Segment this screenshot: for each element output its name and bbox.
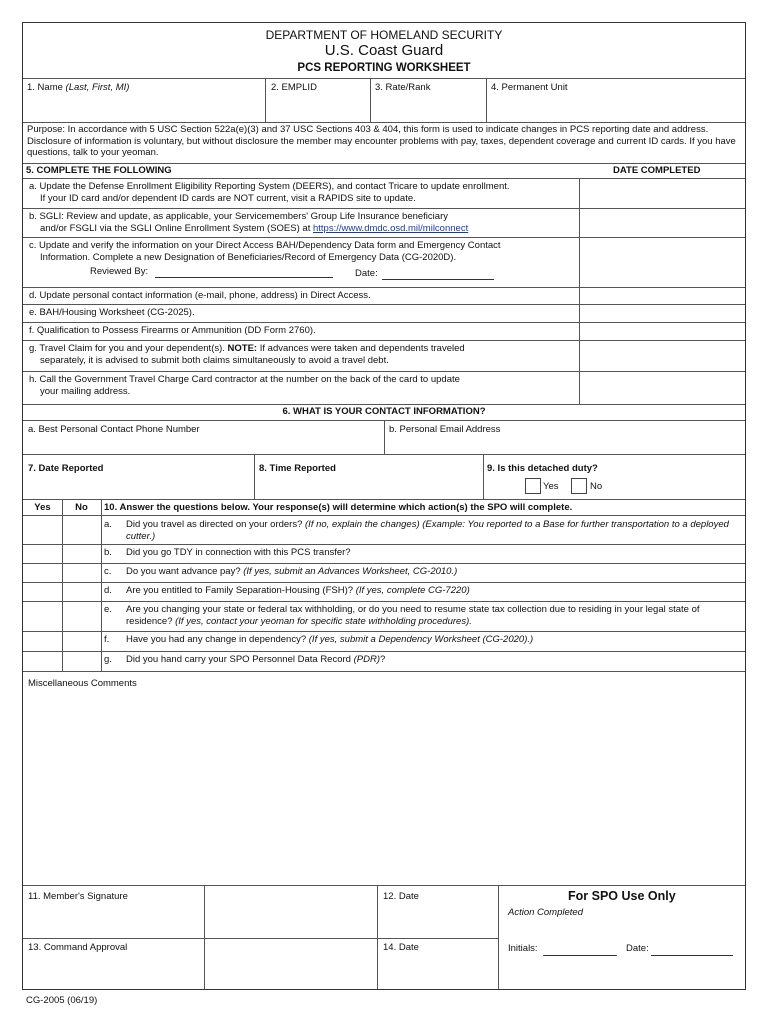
item-a [29,181,575,205]
reviewed-date-line[interactable] [382,279,494,280]
question-no-cell[interactable] [62,582,101,601]
question-row [104,547,739,559]
spo-date-line[interactable] [651,955,733,956]
date14-field[interactable]: 14. Date [383,942,419,953]
question-text: Did you hand carry your SPO Personnel Data Record [126,654,351,665]
permanent-unit-field[interactable]: 4. Permanent Unit [491,82,568,93]
item-b [29,211,575,235]
question-no-cell[interactable] [62,516,101,544]
question-hint: (If yes, complete CG-7220) [355,585,470,596]
item-a-line1: a. Update the Defense Enrollment Eligibility Reporting System (DEERS), and contact Tricare to update enrollment. [29,181,510,192]
item-c-line2: Information. Complete a new Designation of Beneficiaries/Record of Emergency Data (CG-2020D). [40,252,457,263]
time-reported-field[interactable]: 8. Time Reported [259,463,336,474]
item-g-line1: g. Travel Claim for you and your dependent(s). [29,343,225,354]
q10-no-header: No [75,502,88,513]
question-letter: g. [104,654,112,665]
question-no-cell[interactable] [62,544,101,563]
detached-no-label: No [590,481,603,492]
purpose-text: Purpose: In accordance with 5 USC Section 522a(e)(3) and 37 USC Sections 403 & 404, this form is used to indicate changes in PCS reporting date and address. Disclosure of information is voluntary, but without disclosure the member may encounter problems with pay, taxes, dependent coverage and current ID cards. If you have questions, talk to your yeoman. [27,124,736,158]
item-g-note: NOTE: [227,343,258,354]
reviewed-date-label: Date: [355,268,378,279]
spo-date-label: Date: [626,943,649,954]
question-hint: (PDR) [353,654,380,665]
question-hint: (If yes, contact your yeoman for specific state withholding procedures). [175,616,472,627]
form-title: PCS REPORTING WORKSHEET [297,62,471,74]
item-g-line1b: If advances were taken and dependents traveled [259,343,465,354]
date-reported-field[interactable]: 7. Date Reported [28,463,104,474]
date-completed-header: DATE COMPLETED [613,165,701,176]
detached-yes-label: Yes [543,481,559,492]
action-completed-label: Action Completed [508,907,583,918]
misc-comments-area[interactable] [25,693,741,883]
item-h-line2: your mailing address. [40,386,131,397]
reviewed-by-line[interactable] [155,277,333,278]
question-no-cell[interactable] [62,563,101,582]
form-number: CG-2005 (06/19) [26,995,98,1006]
question-yes-cell[interactable] [23,544,62,563]
item-c [29,240,575,264]
detached-duty-question: 9. Is this detached duty? [487,463,598,474]
date12-field[interactable]: 12. Date [383,891,419,902]
question-no-cell[interactable] [62,601,101,631]
question-letter: c. [104,566,112,577]
email-field[interactable]: b. Personal Email Address [389,424,501,435]
item-d: d. Update personal contact information (e-mail, phone, address) in Direct Access. [29,290,371,301]
question-letter: f. [104,634,110,645]
command-approval-field[interactable]: 13. Command Approval [28,942,128,953]
question-no-cell[interactable] [62,651,101,671]
question-yes-cell[interactable] [23,601,62,631]
question-text: Did you go TDY in connection with this PCS transfer? [126,547,351,558]
name-label: 1. Name [27,82,63,93]
question-no-cell[interactable] [62,631,101,651]
question-letter: b. [104,547,112,558]
misc-comments-label: Miscellaneous Comments [28,678,137,689]
q10-yes-header: Yes [34,502,51,513]
question-yes-cell[interactable] [23,631,62,651]
question-letter: e. [104,604,112,615]
agency-name: U.S. Coast Guard [324,42,444,59]
item-b-line1: b. SGLI: Review and update, as applicable, your Servicemembers' Group Life Insurance beneficiary [29,211,448,222]
question-row [104,519,739,543]
item-c-line1: c. Update and verify the information on your Direct Access BAH/Dependency Data form and Emergency Contact [29,240,501,251]
question-yes-cell[interactable] [23,563,62,582]
initials-line[interactable] [543,955,617,956]
question-text: Are you changing your state or federal tax withholding, or do you need to resume state tax collection due to residing in your legal state of residence? [126,604,700,627]
item-g-line2: separately, it is advised to submit both claims simultaneously to avoid a travel debt. [40,355,389,366]
question-text: Do you want advance pay? [126,566,241,577]
detached-yes-checkbox[interactable] [525,478,541,494]
question-letter: a. [104,519,112,530]
department-name: DEPARTMENT OF HOMELAND SECURITY [265,28,503,42]
emplid-field[interactable]: 2. EMPLID [271,82,317,93]
question-yes-cell[interactable] [23,582,62,601]
name-hint: (Last, First, MI) [65,82,130,93]
spo-use-title: For SPO Use Only [568,889,676,903]
question-text: Have you had any change in dependency? [126,634,307,645]
question-hint: (If no, explain the changes) (Example: You reported to a Base for further transportation to a deployed cutter.) [126,519,729,542]
question-hint: (If yes, submit a Dependency Worksheet (CG-2020).) [308,634,534,645]
question-letter: d. [104,585,112,596]
phone-field[interactable]: a. Best Personal Contact Phone Number [28,424,200,435]
milconnect-link[interactable]: https://www.dmdc.osd.mil/milconnect [312,223,469,234]
section10-title: 10. Answer the questions below. Your response(s) will determine which action(s) the SPO will complete. [104,502,573,513]
section5-title: 5. COMPLETE THE FOLLOWING [26,165,172,176]
question-row [104,585,739,597]
member-signature-field[interactable]: 11. Member's Signature [28,891,128,902]
question-row [104,604,739,628]
pcs-worksheet-form [22,22,746,990]
question-suffix: ? [379,654,386,665]
name-field[interactable] [27,82,129,94]
item-b-line2: and/or FSGLI via the SGLI Online Enrollment System (SOES) at [40,223,311,234]
initials-label: Initials: [508,943,538,954]
question-yes-cell[interactable] [23,516,62,544]
question-hint: (If yes, submit an Advances Worksheet, CG-2010.) [243,566,458,577]
item-h [29,374,575,398]
question-row [104,634,739,646]
item-h-line1: h. Call the Government Travel Charge Card contractor at the number on the back of the card to update [29,374,460,385]
rate-rank-field[interactable]: 3. Rate/Rank [375,82,431,93]
item-e: e. BAH/Housing Worksheet (CG-2025). [29,307,195,318]
reviewed-by-label: Reviewed By: [90,266,149,277]
question-text: Did you travel as directed on your orders? [126,519,303,530]
section6-title: 6. WHAT IS YOUR CONTACT INFORMATION? [282,406,486,417]
item-f: f. Qualification to Possess Firearms or Ammunition (DD Form 2760). [29,325,316,336]
question-row [104,566,739,578]
detached-no-checkbox[interactable] [571,478,587,494]
question-text: Are you entitled to Family Separation-Housing (FSH)? [126,585,354,596]
question-row [104,654,739,666]
item-a-line2: If your ID card and/or dependent ID cards are NOT current, visit a RAPIDS site to update. [40,193,416,204]
question-yes-cell[interactable] [23,651,62,671]
item-g [29,343,575,367]
